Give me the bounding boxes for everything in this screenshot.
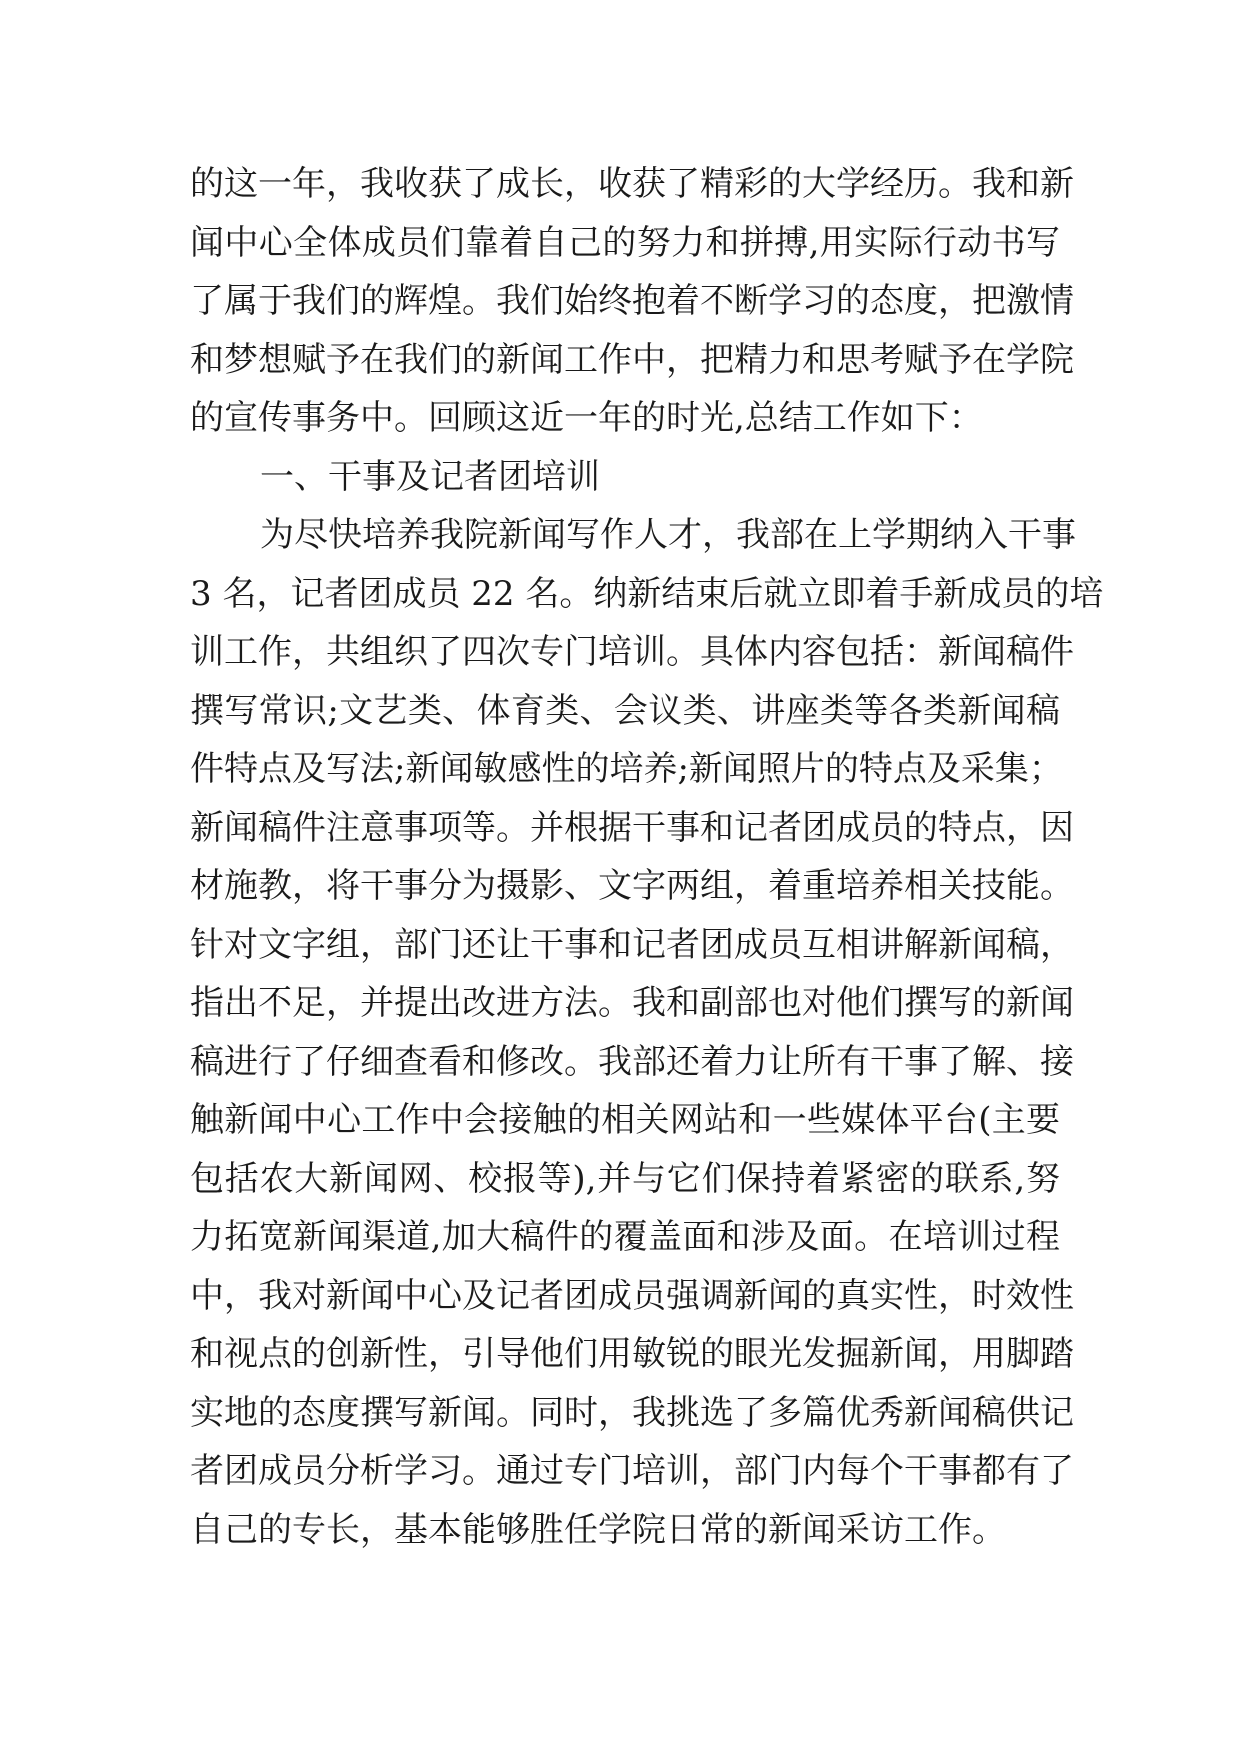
text-line: 和视点的创新性，引导他们用敏锐的眼光发掘新闻，用脚踏: [190, 1334, 1074, 1374]
text-line: 闻中心全体成员们靠着自己的努力和拼搏,用实际行动书写: [190, 222, 1060, 263]
text-line: 撰写常识;文艺类、体育类、会议类、讲座类等各类新闻稿: [190, 690, 1060, 731]
text-line: 训工作，共组织了四次专门培训。具体内容包括：新闻稿件: [190, 632, 1074, 672]
text-line: 中，我对新闻中心及记者团成员强调新闻的真实性，时效性: [190, 1275, 1074, 1316]
text-line: 和梦想赋予在我们的新闻工作中，把精力和思考赋予在学院: [190, 339, 1074, 380]
text-line: 3 名，记者团成员 22 名。纳新结束后就立即着手新成员的培: [190, 573, 1104, 614]
paragraph-1: [190, 155, 1074, 448]
text-line: 力拓宽新闻渠道,加大稿件的覆盖面和涉及面。在培训过程: [190, 1217, 1060, 1257]
text-line: 稿进行了仔细查看和修改。我部还着力让所有干事了解、接: [190, 1041, 1074, 1082]
text-line: 材施教，将干事分为摄影、文字两组，着重培养相关技能。: [190, 866, 1074, 906]
text-line: 为尽快培养我院新闻写作人才，我部在上学期纳入干事: [260, 515, 1076, 555]
text-line: 件特点及写法;新闻敏感性的培养;新闻照片的特点及采集；: [190, 749, 1063, 789]
text-line: 新闻稿件注意事项等。并根据干事和记者团成员的特点，因: [190, 807, 1074, 848]
text-line: 者团成员分析学习。通过专门培训，部门内每个干事都有了: [190, 1451, 1074, 1491]
paragraph-2: [190, 506, 1104, 1559]
text-line: 触新闻中心工作中会接触的相关网站和一些媒体平台(主要: [190, 1100, 1060, 1140]
text-line: 针对文字组，部门还让干事和记者团成员互相讲解新闻稿，: [190, 924, 1074, 965]
text-line: 指出不足，并提出改进方法。我和副部也对他们撰写的新闻: [190, 983, 1074, 1023]
text-line: 的宣传事务中。回顾这近一年的时光,总结工作如下：: [190, 398, 983, 438]
text-line: 了属于我们的辉煌。我们始终抱着不断学习的态度，把激情: [190, 281, 1074, 321]
document-body: [190, 155, 1104, 1559]
text-line: 自己的专长，基本能够胜任学院日常的新闻采访工作。: [190, 1509, 1006, 1550]
text-line: 的这一年，我收获了成长，收获了精彩的大学经历。我和新: [190, 164, 1074, 204]
section-heading: 一、干事及记者团培训: [260, 456, 600, 497]
text-line: 实地的态度撰写新闻。同时，我挑选了多篇优秀新闻稿供记: [190, 1392, 1074, 1433]
text-line: 包括农大新闻网、校报等),并与它们保持着紧密的联系,努: [190, 1158, 1060, 1199]
